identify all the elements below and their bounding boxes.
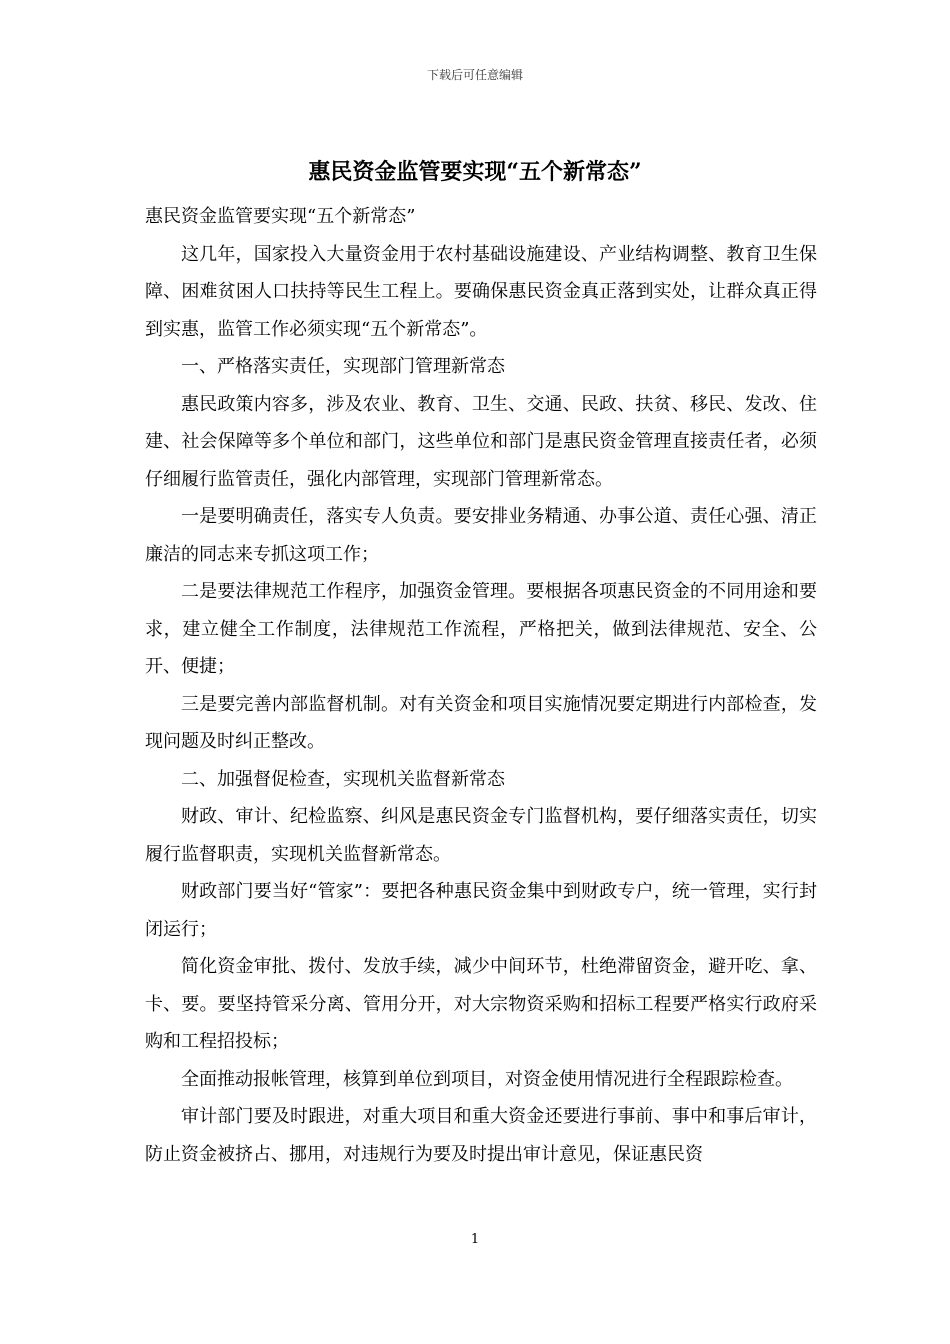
body-paragraph: 惠民政策内容多，涉及农业、教育、卫生、交通、民政、扶贫、移民、发改、住建、社会保障等多个单位和部门，这些单位和部门是惠民资金管理直接责任者，必须仔细履行监管责任，强化内部管理，实现部门管理新常态。 (145, 393, 817, 490)
body-paragraph: 这几年，国家投入大量资金用于农村基础设施建设、产业结构调整、教育卫生保障、困难贫困人口扶持等民生工程上。要确保惠民资金真正落到实处，让群众真正得到实惠，监管工作必须实现“五个新常态”。 (145, 243, 817, 340)
body-paragraph: 审计部门要及时跟进，对重大项目和重大资金还要进行事前、事中和事后审计，防止资金被挤占、挪用，对违规行为要及时提出审计意见，保证惠民资 (145, 1106, 817, 1165)
document-body (145, 198, 817, 1173)
body-paragraph: 三是要完善内部监督机制。对有关资金和项目实施情况要定期进行内部检查，发现问题及时纠正整改。 (145, 693, 817, 752)
body-paragraph: 二是要法律规范工作程序，加强资金管理。要根据各项惠民资金的不同用途和要求，建立健全工作制度，法律规范工作流程，严格把关，做到法律规范、安全、公开、便捷； (145, 581, 817, 677)
subtitle-paragraph: 惠民资金监管要实现“五个新常态” (145, 206, 416, 227)
body-paragraph: 一是要明确责任，落实专人负责。要安排业务精通、办事公道、责任心强、清正廉洁的同志来专抓这项工作； (145, 506, 817, 565)
section-heading: 二、加强督促检查，实现机关监督新常态 (181, 768, 505, 790)
body-paragraph: 简化资金审批、拨付、发放手续，减少中间环节，杜绝滞留资金，避开吃、拿、卡、要。要坚持管采分离、管用分开，对大宗物资采购和招标工程要严格实行政府采购和工程招投标； (145, 956, 817, 1052)
body-paragraph: 全面推动报帐管理，核算到单位到项目，对资金使用情况进行全程跟踪检查。 (181, 1068, 793, 1090)
section-heading: 一、严格落实责任，实现部门管理新常态 (181, 356, 505, 377)
page-header-note: 下载后可任意编辑 (426, 68, 523, 82)
body-paragraph: 财政部门要当好“管家”：要把各种惠民资金集中到财政专户，统一管理，实行封闭运行； (145, 881, 817, 940)
document-title: 惠民资金监管要实现“五个新常态” (308, 159, 642, 185)
body-paragraph: 财政、审计、纪检监察、纠风是惠民资金专门监督机构，要仔细落实责任，切实履行监督职责，实现机关监督新常态。 (145, 806, 817, 865)
page-number: 1 (470, 1232, 480, 1247)
